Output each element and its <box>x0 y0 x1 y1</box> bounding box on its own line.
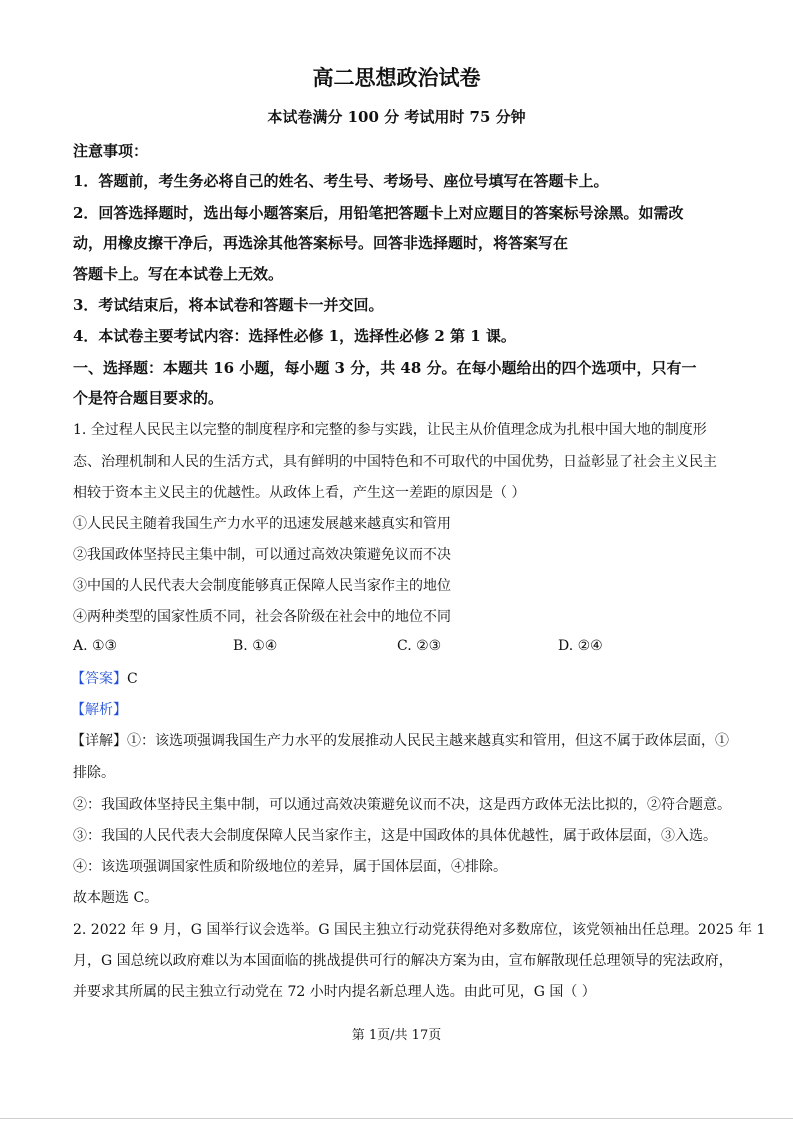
question-stem: 2. 2022 年 9 月，G 国举行议会选举。G 国民主独立行动党获得绝对多数席位，该党领袖出任总理。2025 年 1 <box>73 922 766 938</box>
exam-subtitle: 本试卷满分 100 分 考试用时 75 分钟 <box>267 108 526 126</box>
option-a: A. ①③ <box>73 638 118 654</box>
option-d: D. ②④ <box>558 638 603 654</box>
page-footer: 第 1页/共 17页 <box>351 1028 442 1043</box>
question-stem: 月，G 国总统以政府难以为本国面临的挑战提供可行的解决方案为由，宣布解散现任总理领导的宪法政府， <box>73 953 733 969</box>
detail-line: ③：我国的人民代表大会制度保障人民当家作主，这是中国政体的具体优越性，属于政体层面，③入选。 <box>73 828 717 844</box>
conclusion-line: 故本题选 C。 <box>73 890 159 906</box>
option-c: C. ②③ <box>397 638 442 654</box>
notice-item: 2．回答选择题时，选出每小题答案后，用铅笔把答题卡上对应题目的答案标号涂黑。如需改 <box>73 204 684 222</box>
notice-item: 答题卡上。写在本试卷上无效。 <box>73 265 284 283</box>
notice-heading: 注意事项： <box>73 142 149 160</box>
detail-text: ①：该选项强调我国生产力水平的发展推动人民民主越来越真实和管用，但这不属于政体层面，① <box>127 733 729 749</box>
detail-line: ④：该选项强调国家性质和阶级地位的差异，属于国体层面，④排除。 <box>73 859 507 875</box>
section-heading-cont: 个是符合题目要求的。 <box>73 389 224 407</box>
page-title: 高二思想政治试卷 <box>312 65 481 90</box>
detail-line: 排除。 <box>73 765 115 781</box>
statement: ①人民民主随着我国生产力水平的迅速发展越来越真实和管用 <box>73 516 451 532</box>
statement: ②我国政体坚持民主集中制，可以通过高效决策避免议而不决 <box>73 547 451 563</box>
question-stem: 1. 全过程人民民主以完整的制度程序和完整的参与实践，让民主从价值理念成为扎根中国大地的制度形 <box>73 422 707 438</box>
detail-tag: 【详解】 <box>71 733 127 749</box>
bottom-divider <box>0 1118 793 1119</box>
section-heading: 一、选择题：本题共 16 小题，每小题 3 分，共 48 分。在每小题给出的四个选项中，只有一 <box>73 359 697 377</box>
notice-item: 4．本试卷主要考试内容：选择性必修 1，选择性必修 2 第 1 课。 <box>73 327 516 345</box>
answer-tag: 【答案】 <box>71 671 127 687</box>
detail-line <box>71 732 729 750</box>
answer-line <box>71 670 138 688</box>
option-b: B. ①④ <box>233 638 278 654</box>
question-stem: 并要求其所属的民主独立行动党在 72 小时内提名新总理人选。由此可见，G 国（ ） <box>73 984 596 1000</box>
notice-item: 动，用橡皮擦干净后，再选涂其他答案标号。回答非选择题时，将答案写在 <box>73 234 569 252</box>
statement: ④两种类型的国家性质不同，社会各阶级在社会中的地位不同 <box>73 609 451 625</box>
answer-value: C <box>127 671 138 687</box>
notice-item: 3．考试结束后，将本试卷和答题卡一并交回。 <box>73 296 384 314</box>
statement: ③中国的人民代表大会制度能够真正保障人民当家作主的地位 <box>73 578 451 594</box>
analysis-tag: 【解析】 <box>71 702 127 718</box>
detail-line: ②：我国政体坚持民主集中制，可以通过高效决策避免议而不决，这是西方政体无法比拟的，②符合题意。 <box>73 797 731 813</box>
question-stem: 相较于资本主义民主的优越性。从政体上看，产生这一差距的原因是（ ） <box>73 485 526 501</box>
notice-item: 1．答题前，考生务必将自己的姓名、考生号、考场号、座位号填写在答题卡上。 <box>73 172 609 190</box>
question-stem: 态、治理机制和人民的生活方式，具有鲜明的中国特色和不可取代的中国优势，日益彰显了社会主义民主 <box>73 454 717 470</box>
